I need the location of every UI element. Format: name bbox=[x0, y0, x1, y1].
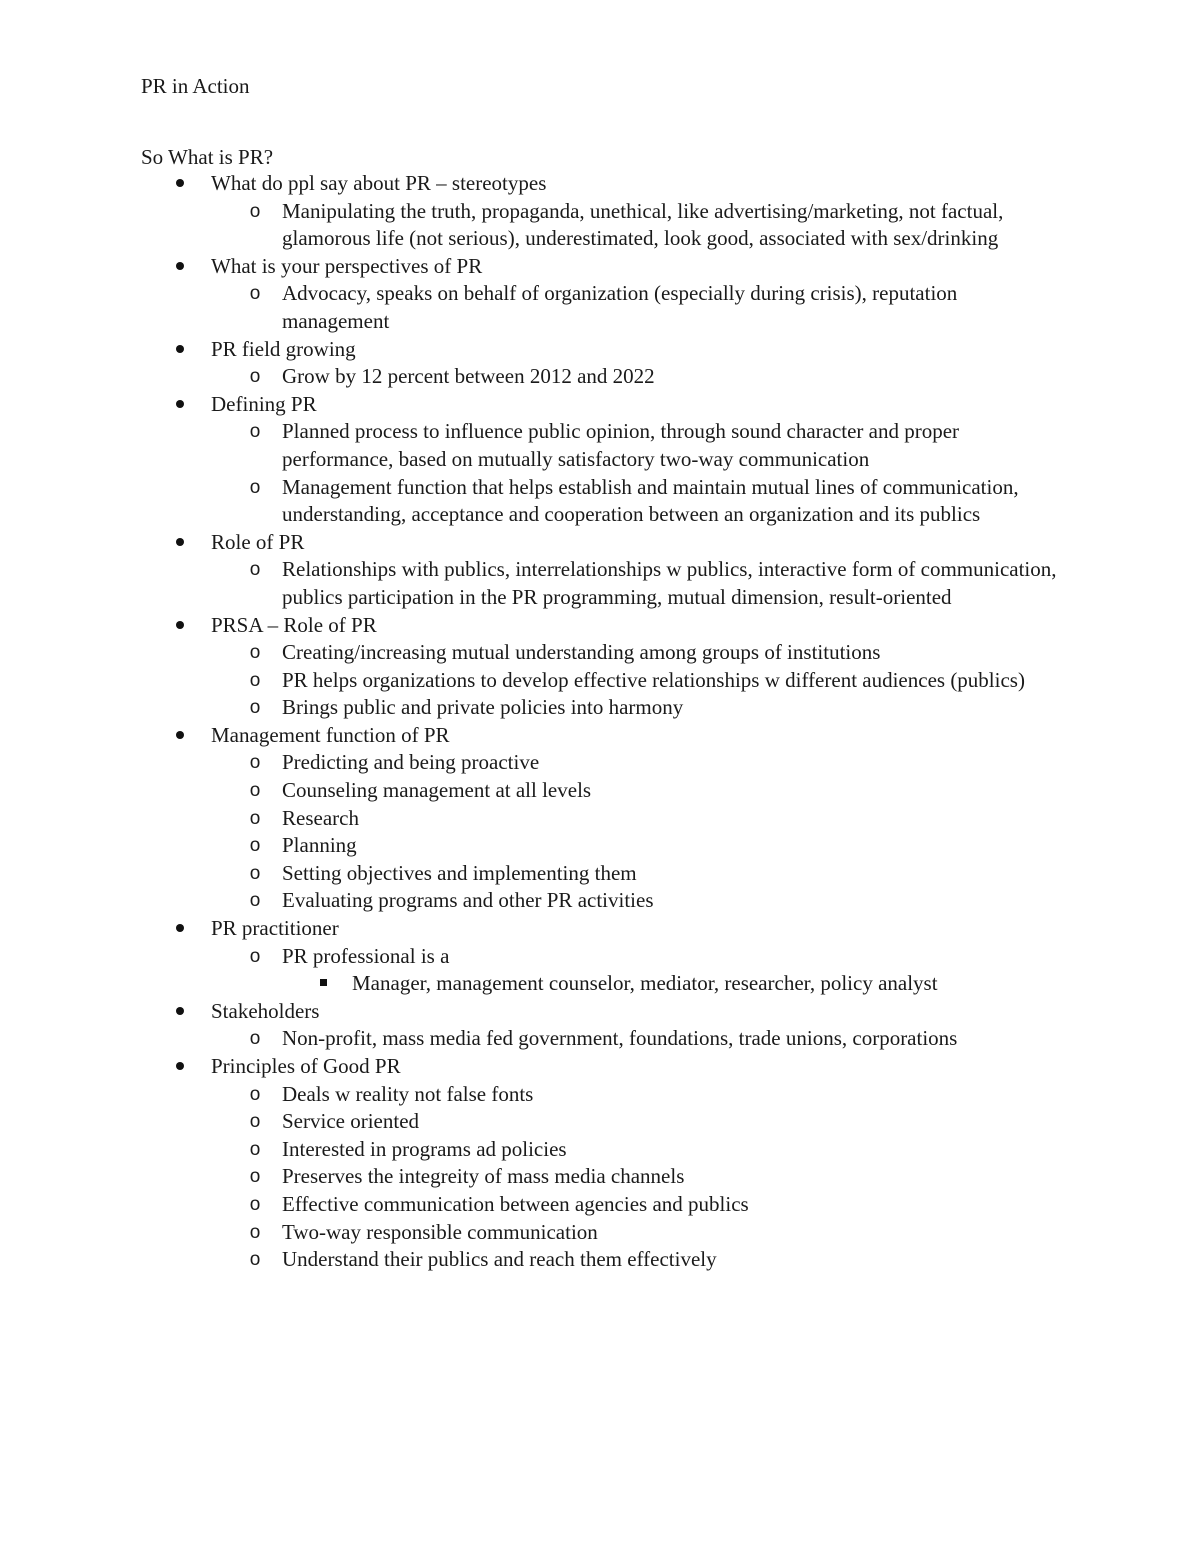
bullet-circle-icon: o bbox=[249, 1193, 261, 1215]
bullet-circle-icon: o bbox=[249, 559, 261, 581]
bullet-circle-icon: o bbox=[249, 476, 261, 498]
outline-text: PR professional is a bbox=[282, 943, 450, 968]
outline-subitem bbox=[0, 832, 1200, 860]
bullet-dot-icon bbox=[170, 253, 190, 281]
outline-subitem bbox=[0, 887, 1200, 915]
outline-subitem bbox=[0, 694, 1200, 722]
outline-subitem bbox=[0, 805, 1200, 833]
outline-subitem bbox=[0, 667, 1200, 695]
outline-text: Stakeholders bbox=[211, 998, 320, 1023]
outline-text: Understand their publics and reach them effectively bbox=[282, 1247, 717, 1272]
bullet-dot-icon bbox=[170, 612, 190, 640]
outline-text: Planned process to influence public opinion, through sound character and proper performance, based on mutually satisfactory two-way communication bbox=[282, 419, 960, 471]
bullet-circle-icon: o bbox=[249, 1083, 261, 1105]
outline-text: Relationships with publics, interrelationships w publics, interactive form of communication, publics participation in the PR programming, mutual dimension, result-oriented bbox=[282, 557, 1057, 609]
outline-subitem bbox=[0, 556, 1200, 611]
outline-text: Defining PR bbox=[211, 391, 317, 416]
outline-subitem bbox=[0, 639, 1200, 667]
outline-subitem bbox=[0, 418, 1200, 473]
outline-text: Role of PR bbox=[211, 529, 305, 554]
outline-item bbox=[0, 336, 1200, 364]
outline-subitem bbox=[0, 198, 1200, 253]
outline-item bbox=[0, 612, 1200, 640]
outline-text: PR field growing bbox=[211, 336, 356, 361]
outline-text: Setting objectives and implementing them bbox=[282, 860, 637, 885]
bullet-dot-icon bbox=[170, 722, 190, 750]
bullet-dot-icon bbox=[170, 998, 190, 1026]
bullet-circle-icon: o bbox=[249, 780, 261, 802]
outline-item bbox=[0, 915, 1200, 943]
outline-subitem bbox=[0, 1163, 1200, 1191]
bullet-circle-icon: o bbox=[249, 890, 261, 912]
outline-item bbox=[0, 722, 1200, 750]
outline-text: PR practitioner bbox=[211, 916, 339, 941]
outline-subitem bbox=[0, 1136, 1200, 1164]
outline-text: Service oriented bbox=[282, 1109, 420, 1134]
outline-item bbox=[0, 998, 1200, 1026]
outline-subitem bbox=[0, 1246, 1200, 1274]
outline-subitem bbox=[0, 1025, 1200, 1053]
bullet-dot-icon bbox=[170, 391, 190, 419]
outline-item bbox=[0, 529, 1200, 557]
outline-text: PR helps organizations to develop effective relationships w different audiences (publics) bbox=[282, 667, 1025, 692]
outline-item bbox=[0, 253, 1200, 281]
bullet-circle-icon: o bbox=[249, 697, 261, 719]
bullet-circle-icon: o bbox=[249, 421, 261, 443]
outline-text: PRSA – Role of PR bbox=[211, 612, 377, 637]
bullet-circle-icon: o bbox=[249, 752, 261, 774]
outline-subitem bbox=[0, 860, 1200, 888]
outline-subitem bbox=[0, 1081, 1200, 1109]
outline-text: Preserves the integreity of mass media channels bbox=[282, 1164, 685, 1189]
bullet-circle-icon: o bbox=[249, 862, 261, 884]
bullet-circle-icon: o bbox=[249, 283, 261, 305]
bullet-circle-icon: o bbox=[249, 669, 261, 691]
bullet-circle-icon: o bbox=[249, 200, 261, 222]
outline-text: Effective communication between agencies and publics bbox=[282, 1191, 749, 1216]
bullet-dot-icon bbox=[170, 170, 190, 198]
outline-item bbox=[0, 1053, 1200, 1081]
outline-subitem bbox=[0, 749, 1200, 777]
outline-text: Manager, management counselor, mediator, researcher, policy analyst bbox=[352, 971, 938, 996]
bullet-square-icon bbox=[315, 970, 331, 998]
outline-subitem bbox=[0, 1219, 1200, 1247]
bullet-dot-icon bbox=[170, 1053, 190, 1081]
outline-text: What do ppl say about PR – stereotypes bbox=[211, 171, 547, 195]
outline-text: Manipulating the truth, propaganda, unethical, like advertising/marketing, not factual, glamorous life (not serious), underestimated, look good, associated with sex/drinking bbox=[282, 198, 1004, 251]
outline-text: Brings public and private policies into harmony bbox=[282, 695, 684, 720]
outline-text: Two-way responsible communication bbox=[282, 1219, 598, 1244]
outline-subsubitem bbox=[0, 970, 1200, 998]
bullet-circle-icon: o bbox=[249, 835, 261, 857]
outline-text: Interested in programs ad policies bbox=[282, 1136, 567, 1161]
outline-subitem bbox=[0, 363, 1200, 391]
outline-text: Grow by 12 percent between 2012 and 2022 bbox=[282, 364, 655, 389]
outline-text: Deals w reality not false fonts bbox=[282, 1081, 534, 1106]
bullet-circle-icon: o bbox=[249, 1028, 261, 1050]
outline-text: Creating/increasing mutual understanding among groups of institutions bbox=[282, 640, 881, 665]
outline-text: Research bbox=[282, 805, 359, 830]
bullet-dot-icon bbox=[170, 336, 190, 364]
outline-subitem bbox=[0, 943, 1200, 971]
bullet-circle-icon: o bbox=[249, 642, 261, 664]
outline-subitem bbox=[0, 1108, 1200, 1136]
outline-text: Principles of Good PR bbox=[211, 1054, 401, 1078]
outline-text: Counseling management at all levels bbox=[282, 778, 592, 803]
outline-subitem bbox=[0, 777, 1200, 805]
outline-text: Management function of PR bbox=[211, 722, 450, 747]
outline-item bbox=[0, 170, 1200, 198]
outline-text: Evaluating programs and other PR activities bbox=[282, 888, 654, 913]
outline-subitem bbox=[0, 474, 1200, 529]
outline-text: Predicting and being proactive bbox=[282, 750, 540, 775]
bullet-circle-icon: o bbox=[249, 945, 261, 967]
document-title: PR in Action bbox=[141, 74, 250, 98]
bullet-circle-icon: o bbox=[249, 366, 261, 388]
bullet-dot-icon bbox=[170, 529, 190, 557]
bullet-dot-icon bbox=[170, 915, 190, 943]
bullet-circle-icon: o bbox=[249, 807, 261, 829]
outline-text: What is your perspectives of PR bbox=[211, 253, 483, 278]
outline-text: Management function that helps establish and maintain mutual lines of communication, understanding, acceptance and cooperation between an organization and its publics bbox=[282, 474, 1019, 527]
outline-subitem bbox=[0, 1191, 1200, 1219]
bullet-circle-icon: o bbox=[249, 1221, 261, 1243]
outline-subitem bbox=[0, 280, 1200, 335]
bullet-outline bbox=[0, 170, 1200, 1274]
bullet-circle-icon: o bbox=[249, 1138, 261, 1160]
outline-item bbox=[0, 391, 1200, 419]
bullet-circle-icon: o bbox=[249, 1249, 261, 1271]
outline-text: Non-profit, mass media fed government, foundations, trade unions, corporations bbox=[282, 1026, 958, 1051]
outline-text: Planning bbox=[282, 833, 357, 858]
section-heading: So What is PR? bbox=[141, 145, 274, 169]
outline-text: Advocacy, speaks on behalf of organization (especially during crisis), reputation management bbox=[282, 281, 958, 333]
bullet-circle-icon: o bbox=[249, 1166, 261, 1188]
bullet-circle-icon: o bbox=[249, 1111, 261, 1133]
